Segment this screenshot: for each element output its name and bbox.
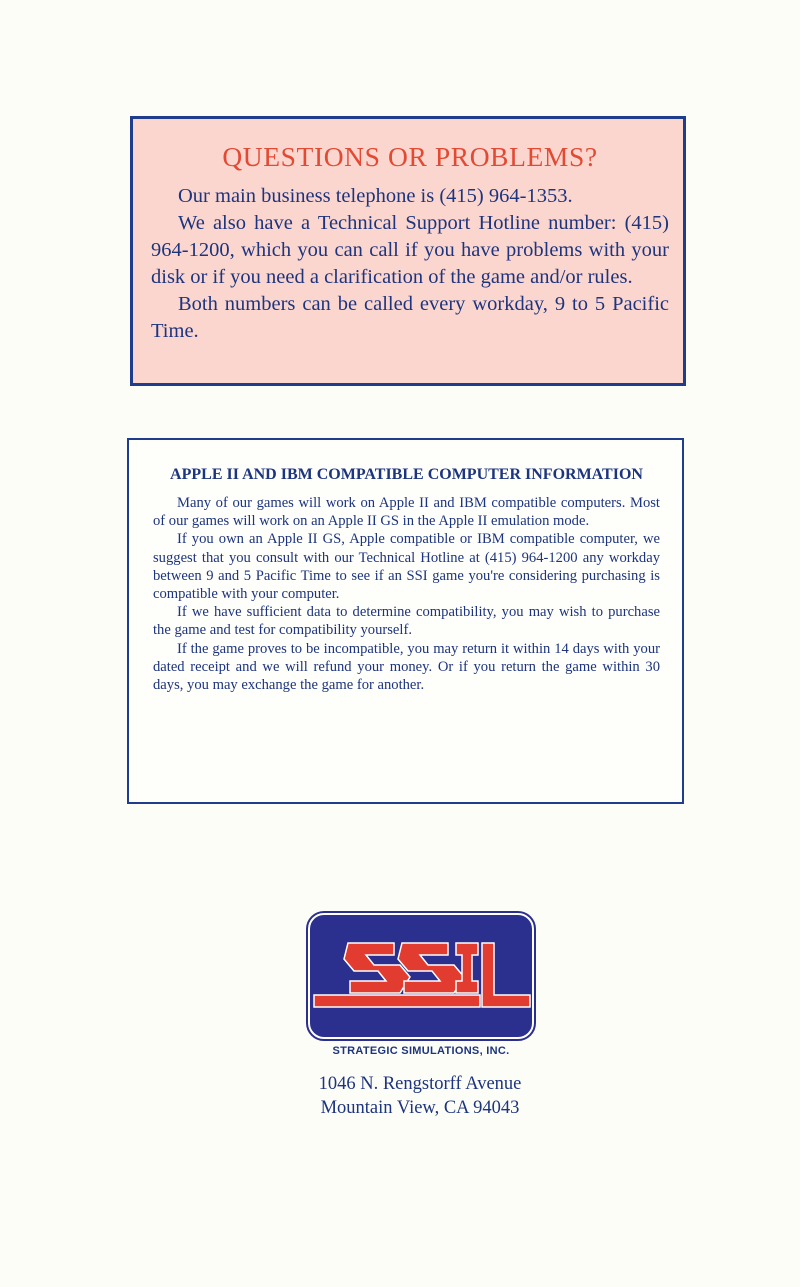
compatibility-paragraph-4: If the game proves to be incompatible, you may return it within 14 days with your dated receipt and we will refund your money. Or if you return the game within 30 days, you may exchange the game for another.: [153, 640, 660, 694]
address-block: [290, 1072, 550, 1120]
ssi-logo: [308, 913, 534, 1039]
questions-paragraph-phone: Our main business telephone is (415) 964-1353.: [178, 185, 573, 207]
address-city: Mountain View, CA 94043: [320, 1098, 520, 1118]
questions-paragraph-hotline: We also have a Technical Support Hotline number: (415) 964-1200, which you can call if you have problems with your disk or if you need a clarification of the game and/or rules.: [151, 212, 669, 288]
address-street: 1046 N. Rengstorff Avenue: [318, 1074, 522, 1094]
compatibility-paragraph-3: If we have sufficient data to determine compatibility, you may wish to purchase the game and test for compatibility yourself.: [153, 604, 660, 639]
ssi-logo-mark-icon: [310, 915, 532, 1037]
compatibility-paragraph-2: If you own an Apple II GS, Apple compatible or IBM compatible computer, we suggest that you consult with our Technical Hotline at (415) 964-1200 any workday between 9 and 5 Pacific Time to see if an SSI game you're considering purchasing is compatible with your computer.: [153, 531, 660, 603]
compatibility-box: [127, 438, 684, 804]
compatibility-title: APPLE II AND IBM COMPATIBLE COMPUTER INFORMATION: [170, 466, 643, 483]
questions-paragraph-hours: Both numbers can be called every workday, 9 to 5 Pacific Time.: [151, 293, 669, 342]
compatibility-paragraph-1: Many of our games will work on Apple II and IBM compatible computers. Most of our games will work on an Apple II GS in the Apple II emulation mode.: [153, 495, 660, 530]
questions-title: QUESTIONS OR PROBLEMS?: [222, 141, 598, 172]
questions-box: [130, 116, 686, 386]
company-name: STRATEGIC SIMULATIONS, INC.: [332, 1045, 510, 1057]
